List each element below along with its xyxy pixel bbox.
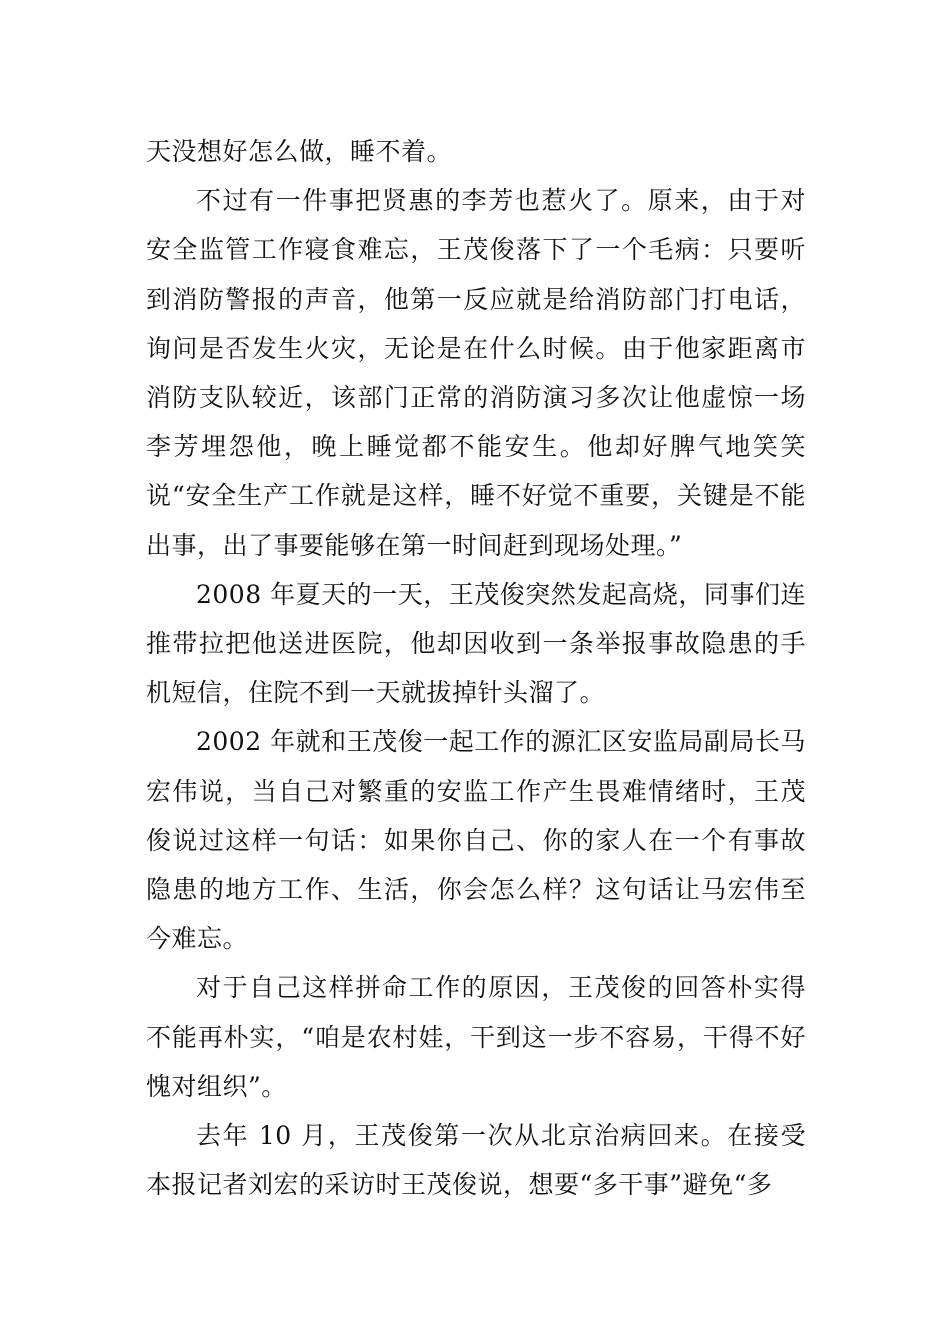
paragraph-5: 对于自己这样拼命工作的原因，王茂俊的回答朴实得不能再朴实，“咱是农村娃，干到这一步不容易，干得不好愧对组织”。 (146, 973, 806, 1101)
paragraph-4: 2002 年就和王茂俊一起工作的源汇区安监局副局长马宏伟说，当自己对繁重的安监工作产生畏难情绪时，王茂俊说过这样一句话：如果你自己、你的家人在一个有事故隐患的地方工作、生活，你会怎么样？这句话让马宏伟至今难忘。 (146, 727, 806, 954)
paragraph-6: 去年 10 月，王茂俊第一次从北京治病回来。在接受本报记者刘宏的采访时王茂俊说，想要“多干事”避免“多 (146, 1121, 806, 1200)
paragraph-2: 不过有一件事把贤惠的李芳也惹火了。原来，由于对安全监管工作寝食难忘，王茂俊落下了一个毛病：只要听到消防警报的声音，他第一反应就是给消防部门打电话，询问是否发生火灾，无论是在什么时候。由于他家距离市消防支队较近，该部门正常的消防演习多次让他虚惊一场李芳埋怨他，晚上睡觉都不能安生。他却好脾气地笑笑说“安全生产工作就是这样，睡不好觉不重要，关键是不能出事，出了事要能够在第一时间赶到现场处理。” (146, 186, 806, 560)
paragraph-3: 2008 年夏天的一天，王茂俊突然发起高烧，同事们连推带拉把他送进医院，他却因收到一条举报事故隐患的手机短信，住院不到一天就拔掉针头溜了。 (146, 579, 806, 708)
article-body (146, 127, 806, 1209)
paragraph-1: 天没想好怎么做，睡不着。 (146, 137, 453, 166)
